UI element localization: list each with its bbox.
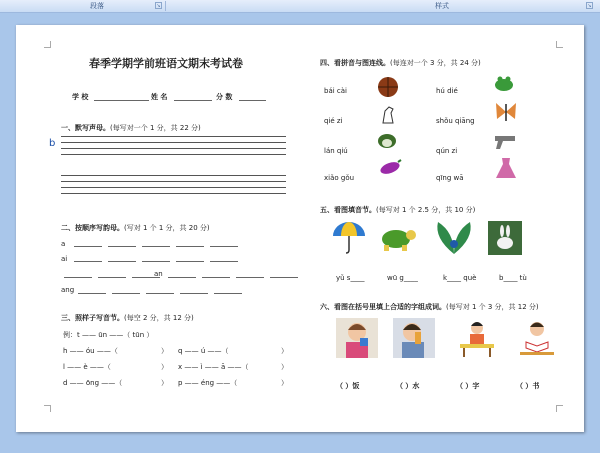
frog-icon bbox=[493, 73, 515, 93]
school-blank[interactable] bbox=[94, 100, 149, 101]
pinyin-label: lán qiú bbox=[324, 147, 348, 155]
fill-char-item: （ ）书 bbox=[516, 382, 540, 390]
school-label: 学 校 bbox=[72, 93, 89, 101]
section2-title: 二、按顺序写韵母。 bbox=[61, 224, 124, 232]
basketball-icon bbox=[376, 75, 400, 99]
styles-dialog-launcher-icon[interactable]: ↘ bbox=[587, 3, 592, 9]
vowel-row: a bbox=[61, 240, 66, 248]
child-drinking-photo bbox=[393, 318, 435, 358]
butterfly-icon bbox=[494, 101, 518, 123]
section4-title: 四、看拼音与图连线。 bbox=[320, 59, 390, 67]
fill-char-item: （ ）饭 bbox=[336, 382, 360, 390]
section6-heading bbox=[320, 302, 539, 312]
crop-mark bbox=[556, 41, 563, 48]
pistol-icon bbox=[493, 131, 519, 151]
answer-blank[interactable] bbox=[98, 277, 126, 278]
section5-heading bbox=[320, 205, 475, 215]
dress-icon bbox=[494, 156, 518, 180]
rabbit-photo bbox=[488, 221, 522, 255]
name-blank[interactable] bbox=[174, 100, 212, 101]
pinyin-label: shǒu qiāng bbox=[436, 117, 475, 125]
syllable-close: ） bbox=[161, 347, 168, 355]
crop-mark bbox=[556, 405, 563, 412]
pinyin-label: qié zi bbox=[324, 117, 343, 125]
answer-blank[interactable] bbox=[210, 261, 238, 262]
syllable-close: ） bbox=[281, 363, 288, 371]
ribbon bbox=[0, 0, 600, 13]
fill-char-item: （ ）字 bbox=[456, 382, 480, 390]
pinyin-label: qún zi bbox=[436, 147, 458, 155]
ribbon-group-styles[interactable]: 样式 bbox=[435, 2, 449, 10]
writing-lines-1[interactable] bbox=[61, 136, 286, 160]
fill-syllable-item: yǔ s____ bbox=[336, 274, 365, 282]
answer-blank[interactable] bbox=[202, 277, 230, 278]
vowel-row: ai bbox=[61, 255, 68, 263]
pinyin-label: bái cài bbox=[324, 87, 347, 95]
child-writing-icon bbox=[456, 318, 498, 358]
section5-note: (每写对 1 个 2.5 分，共 10 分) bbox=[376, 206, 476, 214]
score-label: 分 数 bbox=[216, 93, 233, 101]
eggplant-icon bbox=[378, 158, 402, 176]
syllable-left: l —— è ——（ bbox=[63, 363, 111, 371]
vowel-row: ang bbox=[61, 286, 75, 294]
answer-blank[interactable] bbox=[146, 293, 174, 294]
answer-blank[interactable] bbox=[214, 293, 242, 294]
answer-blank[interactable] bbox=[64, 277, 92, 278]
fill-syllable-item: b____ tù bbox=[499, 274, 527, 282]
syllable-right: x —— ì —— ā ——（ bbox=[178, 363, 249, 371]
pinyin-label: xiǎo gǒu bbox=[324, 174, 355, 182]
answer-blank[interactable] bbox=[210, 246, 238, 247]
answer-blank[interactable] bbox=[74, 246, 102, 247]
section2-heading bbox=[61, 223, 210, 233]
syllable-close: ） bbox=[161, 363, 168, 371]
syllable-right: q —— ú ——（ bbox=[178, 347, 229, 355]
fill-syllable-item: wū g____ bbox=[387, 274, 418, 282]
answer-blank[interactable] bbox=[74, 261, 102, 262]
syllable-right: p —— éng ——（ bbox=[178, 379, 238, 387]
answer-blank[interactable] bbox=[176, 261, 204, 262]
cabbage-icon bbox=[376, 131, 398, 151]
answer-blank[interactable] bbox=[142, 261, 170, 262]
section1-heading bbox=[61, 123, 201, 133]
crop-mark bbox=[44, 41, 51, 48]
answer-blank[interactable] bbox=[176, 246, 204, 247]
section1-example: b bbox=[49, 138, 56, 149]
peacock-icon bbox=[432, 218, 476, 256]
document-page[interactable] bbox=[16, 25, 584, 432]
section6-title: 六、看图在括号里填上合适的字组成词。 bbox=[320, 303, 446, 311]
umbrella-icon bbox=[331, 220, 367, 254]
child-eating-photo bbox=[336, 318, 378, 358]
answer-blank[interactable] bbox=[108, 261, 136, 262]
section2-note: (写对 1 个 1 分，共 20 分) bbox=[124, 224, 210, 232]
answer-blank[interactable] bbox=[78, 293, 106, 294]
answer-blank[interactable] bbox=[108, 246, 136, 247]
name-label: 姓 名 bbox=[151, 93, 168, 101]
section3-note: (每空 2 分，共 12 分) bbox=[124, 314, 194, 322]
fill-syllable-item: k____ què bbox=[443, 274, 477, 282]
section5-title: 五、看图填音节。 bbox=[320, 206, 376, 214]
turtle-icon bbox=[378, 223, 418, 253]
answer-blank[interactable] bbox=[142, 246, 170, 247]
section6-note: (每写对 1 个 3 分，共 12 分) bbox=[446, 303, 539, 311]
fill-char-item: （ ）水 bbox=[396, 382, 420, 390]
answer-blank[interactable] bbox=[270, 277, 298, 278]
exam-title: 春季学期学前班语文期末考试卷 bbox=[89, 57, 243, 70]
vowel-row: an bbox=[154, 270, 163, 278]
ribbon-group-paragraph[interactable]: 段落 bbox=[90, 2, 104, 10]
answer-blank[interactable] bbox=[180, 293, 208, 294]
pinyin-label: qīng wā bbox=[436, 174, 464, 182]
answer-blank[interactable] bbox=[112, 293, 140, 294]
section4-heading bbox=[320, 58, 481, 68]
section3-title: 三、照样子写音节。 bbox=[61, 314, 124, 322]
answer-blank[interactable] bbox=[168, 277, 196, 278]
crop-mark bbox=[44, 405, 51, 412]
child-reading-icon bbox=[516, 318, 558, 358]
syllable-close: ） bbox=[281, 347, 288, 355]
paragraph-dialog-launcher-icon[interactable]: ↘ bbox=[156, 3, 161, 9]
syllable-close: ） bbox=[161, 379, 168, 387]
section4-note: (每连对一个 3 分，共 24 分) bbox=[390, 59, 481, 67]
syllable-left: h —— óu ——（ bbox=[63, 347, 118, 355]
writing-lines-2[interactable] bbox=[61, 175, 286, 199]
section1-title: 一、默写声母。 bbox=[61, 124, 110, 132]
section1-note: (每写对一个 1 分，共 22 分) bbox=[110, 124, 201, 132]
section3-heading bbox=[61, 313, 194, 323]
section3-example: 例：t —— ūn ——（ tūn ） bbox=[63, 331, 154, 339]
score-blank[interactable] bbox=[239, 100, 266, 101]
syllable-close: ） bbox=[281, 379, 288, 387]
ribbon-separator bbox=[165, 1, 166, 11]
pinyin-label: hú dié bbox=[436, 87, 458, 95]
dog-icon bbox=[379, 103, 397, 127]
answer-blank[interactable] bbox=[236, 277, 264, 278]
syllable-left: d —— ōng ——（ bbox=[63, 379, 123, 387]
